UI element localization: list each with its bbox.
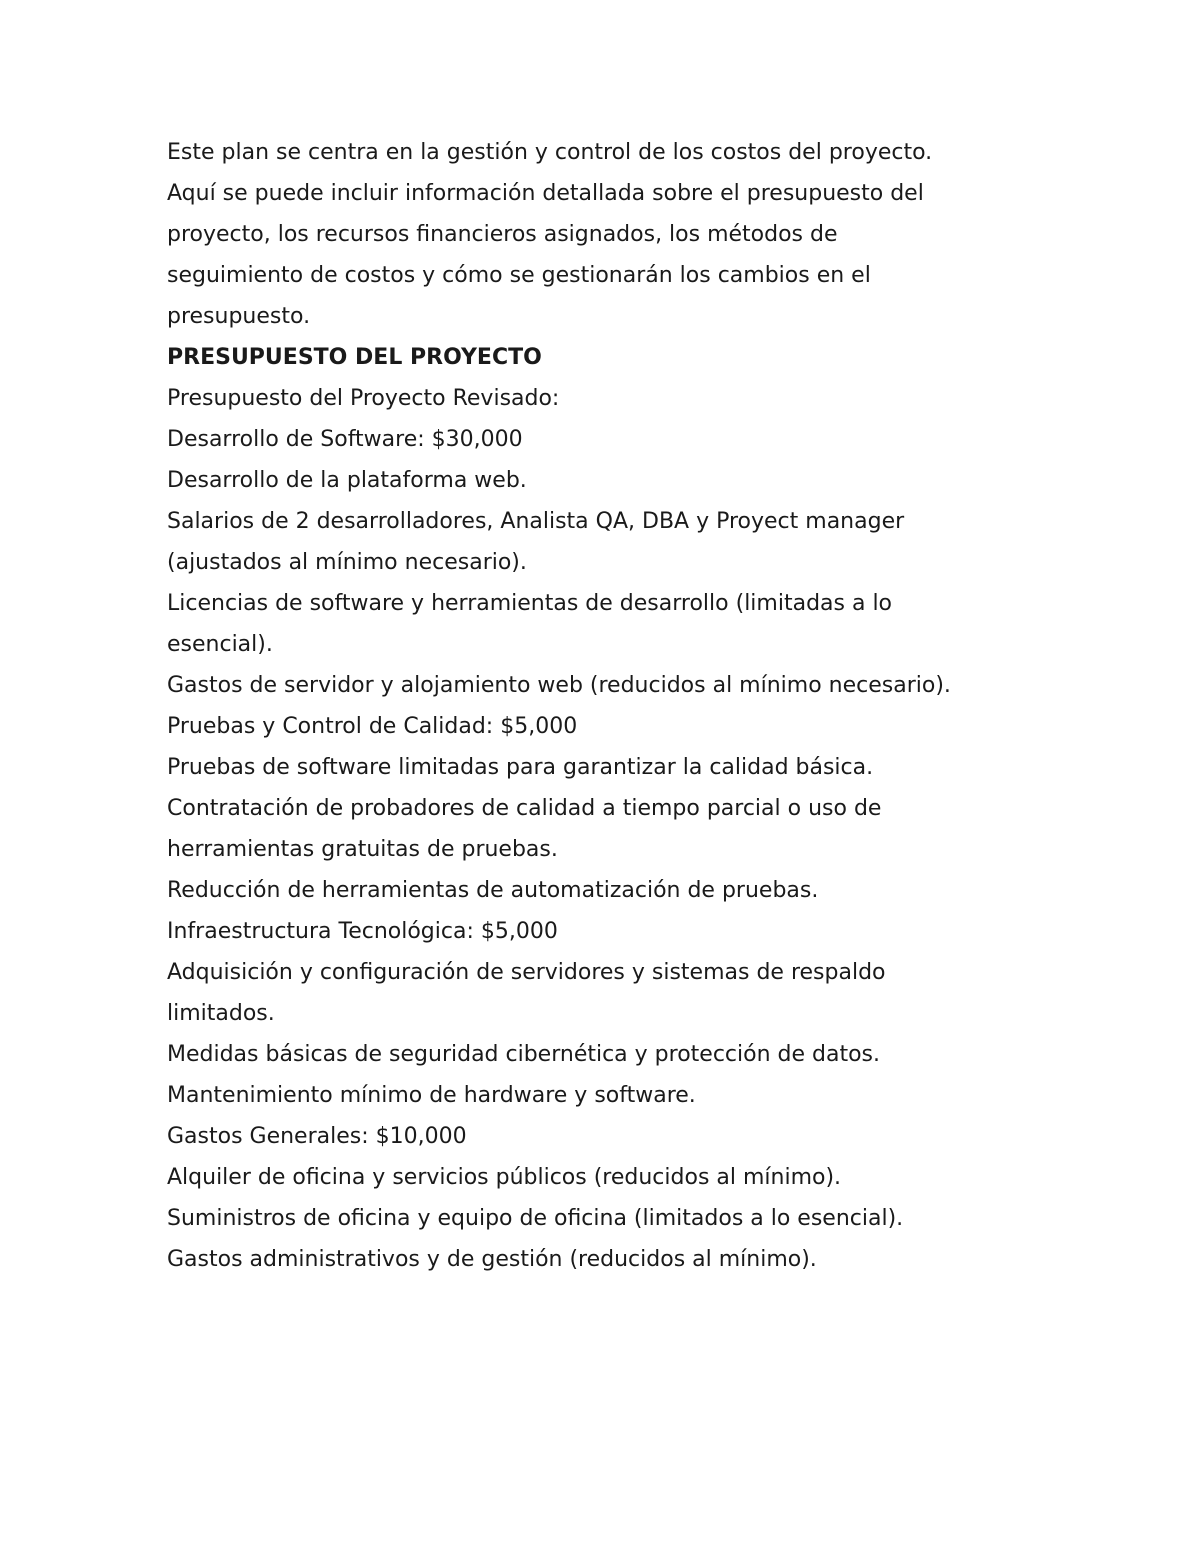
budget-item-software: Desarrollo de Software: $30,000 — [167, 427, 523, 452]
budget-item-infrastructure: Infraestructura Tecnológica: $5,000 — [167, 919, 558, 944]
budget-detail: Medidas básicas de seguridad cibernética y protección de datos. — [167, 1042, 881, 1067]
paragraph-line: seguimiento de costos y cómo se gestionarán los cambios en el — [167, 263, 871, 288]
section-heading: PRESUPUESTO DEL PROYECTO — [167, 345, 542, 370]
budget-detail: limitados. — [167, 1001, 275, 1026]
document-body — [167, 132, 1047, 1280]
budget-item-general: Gastos Generales: $10,000 — [167, 1124, 467, 1149]
budget-detail: Alquiler de oficina y servicios públicos (reducidos al mínimo). — [167, 1165, 842, 1190]
paragraph-line: presupuesto. — [167, 304, 311, 329]
budget-detail: Mantenimiento mínimo de hardware y software. — [167, 1083, 696, 1108]
budget-detail: esencial). — [167, 632, 273, 657]
budget-detail: Salarios de 2 desarrolladores, Analista QA, DBA y Proyect manager — [167, 509, 905, 534]
budget-detail: Suministros de oficina y equipo de oficina (limitados a lo esencial). — [167, 1206, 904, 1231]
budget-detail: Gastos de servidor y alojamiento web (reducidos al mínimo necesario). — [167, 673, 951, 698]
budget-detail: (ajustados al mínimo necesario). — [167, 550, 527, 575]
budget-detail: herramientas gratuitas de pruebas. — [167, 837, 558, 862]
paragraph-line: proyecto, los recursos financieros asignados, los métodos de — [167, 222, 838, 247]
budget-item-testing: Pruebas y Control de Calidad: $5,000 — [167, 714, 578, 739]
budget-detail: Adquisición y configuración de servidores y sistemas de respaldo — [167, 960, 886, 985]
budget-detail: Contratación de probadores de calidad a tiempo parcial o uso de — [167, 796, 882, 821]
budget-detail: Reducción de herramientas de automatización de pruebas. — [167, 878, 819, 903]
paragraph-line: Aquí se puede incluir información detallada sobre el presupuesto del — [167, 181, 924, 206]
budget-detail: Gastos administrativos y de gestión (reducidos al mínimo). — [167, 1247, 817, 1272]
budget-subtitle: Presupuesto del Proyecto Revisado: — [167, 386, 560, 411]
budget-detail: Pruebas de software limitadas para garantizar la calidad básica. — [167, 755, 874, 780]
budget-detail: Licencias de software y herramientas de desarrollo (limitadas a lo — [167, 591, 893, 616]
paragraph-line: Este plan se centra en la gestión y control de los costos del proyecto. — [167, 140, 933, 165]
budget-detail: Desarrollo de la plataforma web. — [167, 468, 527, 493]
